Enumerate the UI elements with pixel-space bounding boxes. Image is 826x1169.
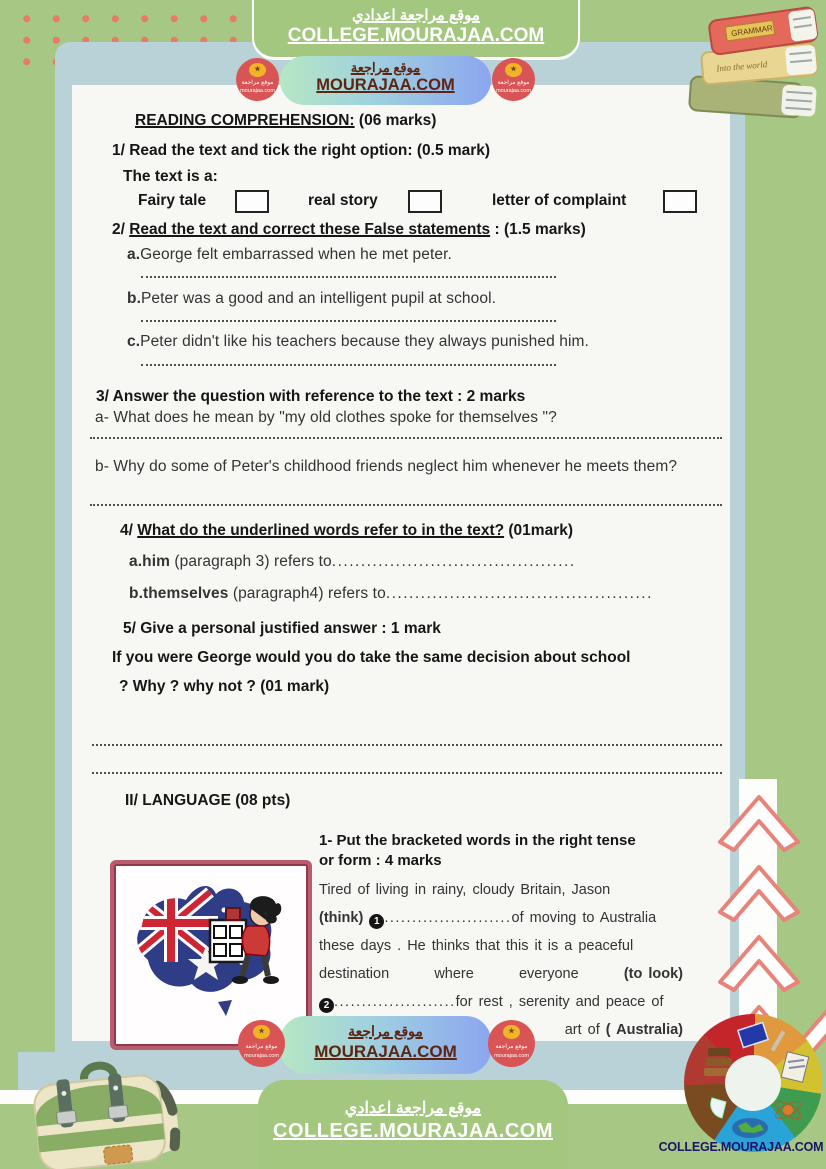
- ex1-title-line1: 1- Put the bracketed words in the right tense: [319, 832, 636, 849]
- watermark-link[interactable]: MOURAJAA.COM: [316, 76, 455, 94]
- mourajaa-logo-badge: ★ موقع مراجعة mourajaa.com: [236, 58, 279, 101]
- paragraph-line: destination where everyone (to look): [319, 966, 683, 982]
- q4-text: 4/ What do the underlined words refer to in the text? (01mark): [120, 522, 574, 539]
- graduation-cap-icon: [738, 1022, 768, 1047]
- reading-heading: READING COMPREHENSION: (06 marks): [135, 112, 437, 129]
- education-collage-ring: [684, 1014, 822, 1152]
- q1-text: 1/ Read the text and tick the right option: (0.5 mark): [112, 142, 491, 159]
- svg-text:Into the world: Into the world: [715, 59, 768, 74]
- q3-item-b: b- Why do some of Peter's childhood friends neglect him whenever he meets them?: [95, 458, 678, 475]
- corner-brand-text: COLLEGE.MOURAJAA.COM: [658, 1140, 824, 1154]
- answer-dotted-line: [141, 364, 556, 366]
- q1-option-fairy-tale: Fairy tale: [138, 192, 207, 209]
- top-banner-link[interactable]: COLLEGE.MOURAJAA.COM: [287, 25, 545, 46]
- backpack-illustration: [8, 1056, 222, 1169]
- circled-number-2: 2: [319, 998, 334, 1013]
- mourajaa-logo-badge: ★ موقع مراجعة mourajaa.com: [238, 1020, 285, 1067]
- collage-icons: [684, 1014, 822, 1152]
- atom-icon: [783, 1105, 793, 1115]
- checkbox-letter[interactable]: [663, 190, 697, 213]
- q1-prompt: The text is a:: [123, 168, 218, 185]
- footer-banner-link[interactable]: COLLEGE.MOURAJAA.COM: [273, 1120, 553, 1142]
- watermark-pill-bottom: [280, 1016, 491, 1074]
- q2-item-b: b.Peter was a good and an intelligent pupil at school.: [127, 290, 497, 307]
- books-stack-illustration: [682, 2, 826, 128]
- answer-dotted-line: [90, 437, 722, 439]
- q2-item-c: c.Peter didn't like his teachers because they always punished him.: [127, 333, 589, 350]
- exam-paper: [72, 85, 730, 1041]
- q2-item-a: a.George felt embarrassed when he met peter.: [127, 246, 452, 263]
- mourajaa-logo-badge: ★ موقع مراجعة mourajaa.com: [488, 1020, 535, 1067]
- svg-text:GRAMMAR: GRAMMAR: [730, 23, 774, 39]
- footer-banner-arabic: موقع مراجعة اعدادي: [344, 1100, 482, 1117]
- answer-dotted-line: [92, 744, 722, 746]
- chevron-up-decoration: [716, 788, 802, 852]
- circled-number-1: 1: [369, 914, 384, 929]
- footer-site-banner: [258, 1080, 568, 1169]
- paragraph-line: these days . He thinks that this it is a peaceful: [319, 938, 634, 954]
- ex1-title-line2: or form : 4 marks: [319, 852, 442, 869]
- q4-item-a: a.him (paragraph 3) refers to..........................................: [129, 553, 576, 570]
- q5-line2: ? Why ? why not ? (01 mark): [119, 678, 330, 695]
- checkbox-fairy-tale[interactable]: [235, 190, 269, 213]
- answer-dotted-line: [141, 276, 556, 278]
- paragraph-line: (think) 1 .......................of moving to Australia: [319, 910, 657, 927]
- paragraph-line: 2 ......................for rest , serenity and peace of: [319, 988, 683, 1016]
- q1-option-real-story: real story: [308, 192, 378, 209]
- logo-pin-icon: ★: [505, 63, 522, 77]
- flask-icon: [711, 1098, 726, 1118]
- books-icon: [706, 1058, 732, 1066]
- chevron-up-decoration: [716, 858, 802, 922]
- q3-text: 3/ Answer the question with reference to the text : 2 marks: [96, 388, 526, 405]
- checkbox-real-story[interactable]: [408, 190, 442, 213]
- logo-pin-icon: ★: [503, 1025, 520, 1039]
- watermark-arabic: موقع مراجعة: [348, 1023, 423, 1039]
- paragraph-line: art of ( Australia): [564, 1022, 683, 1038]
- q5-text: 5/ Give a personal justified answer : 1 mark: [123, 620, 441, 637]
- language-exercise: [319, 831, 683, 1044]
- logo-pin-icon: ★: [249, 63, 266, 77]
- chevron-up-decoration: [716, 928, 802, 992]
- q4-item-b: b.themselves (paragraph4) refers to..............................................: [129, 585, 653, 602]
- top-banner-arabic: موقع مراجعة اعدادي: [352, 7, 480, 24]
- watermark-pill-top: [280, 56, 491, 105]
- q3-item-a: a- What does he mean by "my old clothes spoke for themselves "?: [95, 409, 557, 426]
- top-site-banner: [252, 0, 580, 60]
- watermark-link[interactable]: MOURAJAA.COM: [314, 1042, 457, 1061]
- answer-dotted-line: [141, 320, 556, 322]
- answer-dotted-line: [92, 772, 722, 774]
- answer-dotted-line: [90, 504, 722, 506]
- language-heading: II/ LANGUAGE (08 pts): [125, 792, 291, 809]
- logo-pin-icon: ★: [253, 1025, 270, 1039]
- mourajaa-logo-badge: ★ موقع مراجعة mourajaa.com: [492, 58, 535, 101]
- paragraph-line: Tired of living in rainy, cloudy Britain, Jason: [319, 882, 611, 898]
- q2-text: 2/ Read the text and correct these False statements : (1.5 marks): [112, 221, 586, 238]
- australia-map-cartoon: [114, 864, 300, 1038]
- q1-option-letter: letter of complaint: [492, 192, 627, 209]
- pencil-icon: [771, 1030, 785, 1051]
- watermark-arabic: موقع مراجعة: [350, 60, 421, 75]
- q5-line1: If you were George would you do take the same decision about school: [112, 649, 631, 666]
